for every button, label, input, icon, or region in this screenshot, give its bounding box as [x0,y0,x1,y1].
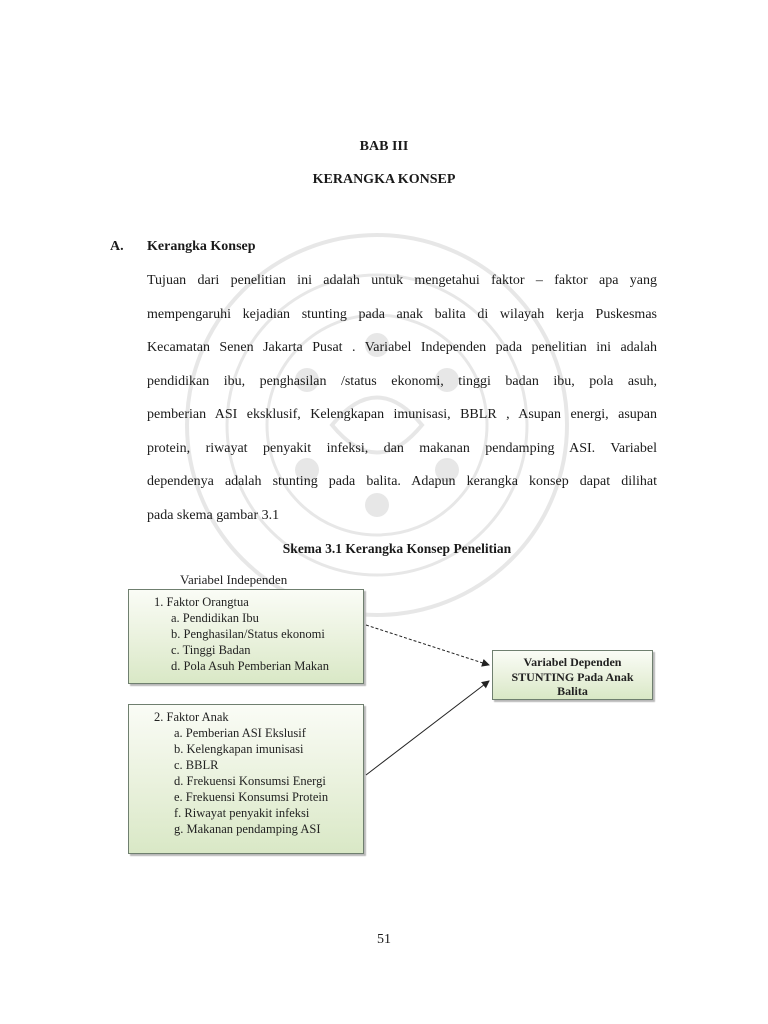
independent-variable-label: Variabel Independen [180,572,288,587]
arrow-line [366,625,489,665]
diagram-title: Skema 3.1 Kerangka Konsep Penelitian [282,541,512,556]
paragraph-line: Kecamatan Senen Jakarta Pusat . Variabel Independen pada penelitian ini adalah [147,340,657,355]
paragraph-line: pada skema gambar 3.1 [147,507,280,523]
paragraph-line: pendidikan ibu, penghasilan /status ekonomi, tinggi badan ibu, pola asuh, [147,373,657,389]
dependent-variable-box [492,650,653,700]
list-item: c. BBLR [174,758,219,772]
dependent-line: STUNTING Pada Anak [511,669,634,684]
section-number: A. [110,239,124,254]
dependent-line: Balita [557,684,588,698]
paragraph-line: dependenya adalah stunting pada balita. Adapun kerangka konsep dapat dilihat [147,474,657,489]
page-number: 51 [377,932,391,947]
list-item: d. Frekuensi Konsumsi Energi [174,774,326,788]
group-heading: 2. Faktor Anak [154,710,229,724]
parent-factors-box [128,589,364,684]
section-title: Kerangka Konsep [147,239,256,254]
list-item: f. Riwayat penyakit infeksi [174,806,310,820]
dependent-line: Variabel Dependen [523,655,622,669]
list-item: e. Frekuensi Konsumsi Protein [174,790,329,804]
section-heading [110,239,256,255]
chapter-title: KERANGKA KONSEP [312,172,456,187]
list-item: a. Pemberian ASI Ekslusif [174,726,306,740]
list-item: g. Makanan pendamping ASI [174,822,321,836]
chapter-label: BAB III [359,139,409,154]
list-item: d. Pola Asuh Pemberian Makan [171,659,329,673]
child-factors-box [128,704,364,854]
paragraph-line: Tujuan dari penelitian ini adalah untuk mengetahui faktor – faktor apa yang [147,273,657,288]
paragraph-line: protein, riwayat penyakit infeksi, dan makanan pendamping ASI. Variabel [147,440,657,456]
paragraph-line: mempengaruhi kejadian stunting pada anak balita di wilayah kerja Puskesmas [147,306,657,322]
body-paragraph [147,264,657,532]
group-heading: 1. Faktor Orangtua [154,595,249,609]
list-item: c. Tinggi Badan [171,643,251,657]
paragraph-line: pemberian ASI eksklusif, Kelengkapan imunisasi, BBLR , Asupan energi, asupan [147,407,657,422]
arrow-line [366,681,489,775]
list-item: b. Kelengkapan imunisasi [174,742,304,756]
list-item: a. Pendidikan Ibu [171,611,259,625]
list-item: b. Penghasilan/Status ekonomi [171,627,325,641]
